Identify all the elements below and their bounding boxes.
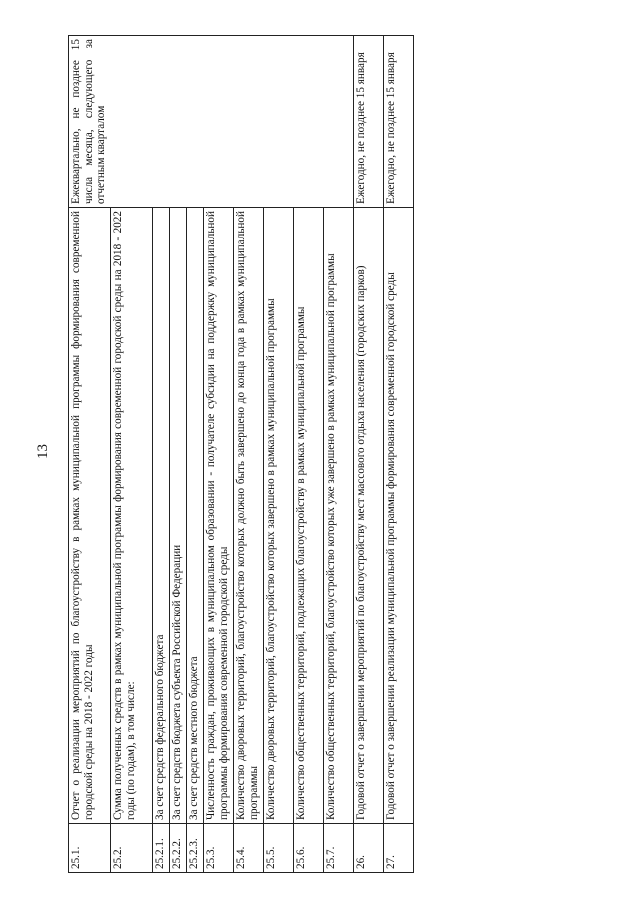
row-description: За счет средств бюджета субъекта Российской Федерации: [170, 208, 187, 824]
deadline-annual-26: Ежегодно, не позднее 15 января: [354, 36, 384, 208]
row-description: Численность граждан, проживающих в муниципальном образовании - получателе субсидии на поддержку муниципальной программы формирования современной городской среды: [204, 208, 234, 824]
row-number: 25.5.: [264, 824, 294, 873]
table-row: [384, 36, 414, 873]
row-number: 25.4.: [234, 824, 264, 873]
row-number: 25.3.: [204, 824, 234, 873]
row-description: Количество дворовых территорий, благоустройство которых завершено в рамках муниципальной программы: [264, 208, 294, 824]
row-number: 25.2.: [111, 824, 153, 873]
page-number: 13: [35, 444, 51, 459]
report-table: [68, 35, 414, 873]
row-description: Сумма полученных средств в рамках муниципальной программы формирования современной городской среды на 2018 - 2022 годы (по годам), в том числе:: [111, 208, 153, 824]
row-description: За счет средств местного бюджета: [187, 208, 204, 824]
row-number: 25.2.3.: [187, 824, 204, 873]
row-number: 27.: [384, 824, 414, 873]
table-row: [354, 36, 384, 873]
deadline-quarterly: Ежеквартально, не позднее 15 числа месяца, следующего за отчетным кварталом: [69, 36, 354, 208]
row-description: Количество общественных территорий, подлежащих благоустройству в рамках муниципальной программы: [294, 208, 324, 824]
row-number: 26.: [354, 824, 384, 873]
row-description: Годовой отчет о завершении реализации муниципальной программы формирования современной городской среды: [384, 208, 414, 824]
deadline-annual-27: Ежегодно, не позднее 15 января: [384, 36, 414, 208]
row-description: Отчет о реализации мероприятий по благоустройству в рамках муниципальной программы формирования современной городской среды на 2018 - 2022 годы: [69, 208, 111, 824]
row-description: За счет средств федерального бюджета: [153, 208, 170, 824]
table-row: [69, 36, 111, 873]
row-description: Количество дворовых территорий, благоустройство которых должно быть завершено до конца года в рамках муниципальной программы: [234, 208, 264, 824]
row-number: 25.6.: [294, 824, 324, 873]
row-number: 25.2.2.: [170, 824, 187, 873]
row-number: 25.7.: [324, 824, 354, 873]
row-description: Количество общественных территорий, благоустройство которых уже завершено в рамках муниципальной программы: [324, 208, 354, 824]
row-number: 25.1.: [69, 824, 111, 873]
row-number: 25.2.1.: [153, 824, 170, 873]
row-description: Годовой отчет о завершении мероприятий по благоустройству мест массового отдыха населения (городских парков): [354, 208, 384, 824]
report-table-container: [68, 35, 397, 873]
